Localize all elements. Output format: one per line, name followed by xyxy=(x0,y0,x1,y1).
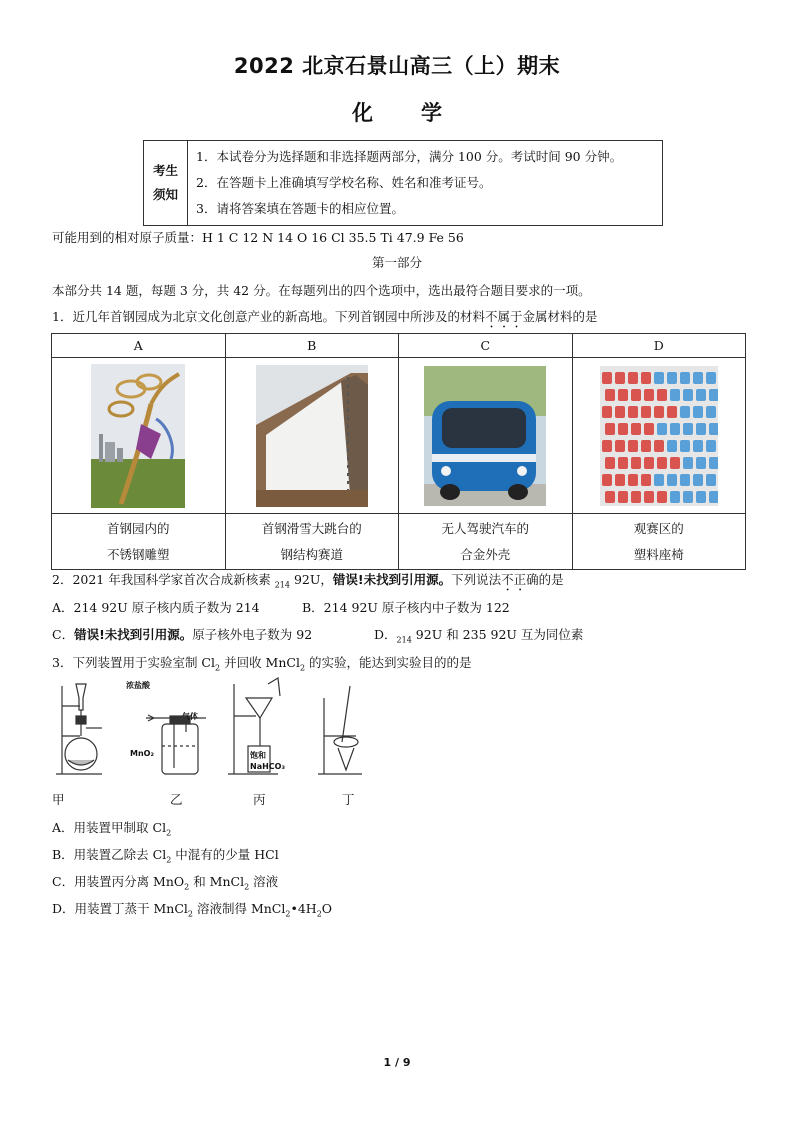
caption-line: 首钢滑雪大跳台的 xyxy=(261,520,362,536)
seat-shape xyxy=(618,491,628,503)
notice-label xyxy=(144,141,188,226)
seat-shape xyxy=(709,457,718,469)
seat-shape xyxy=(654,406,664,418)
q3-option-c-text: C．用装置丙分离 MnO xyxy=(52,874,185,889)
q2-stem-part: 92U， xyxy=(290,572,333,587)
seat-shape xyxy=(657,423,667,435)
q3-option-b: B．用装置乙除去 $Cl_2$ 中混有的少量 HCl xyxy=(52,847,279,865)
seat-shape xyxy=(605,389,615,401)
option-b-caption xyxy=(225,514,399,570)
question-1-options-table xyxy=(51,333,746,570)
notice-item: 1．本试卷分为选择题和非选择题两部分，满分 100 分。考试时间 90 分钟。 xyxy=(196,149,623,164)
seat-shape xyxy=(670,457,680,469)
q2-option-c-text: 原子核外电子数为 92 xyxy=(192,627,313,642)
q2-nuclide-mass: 214 xyxy=(274,580,290,590)
seat-shape xyxy=(667,474,677,486)
option-letter: A xyxy=(52,334,226,358)
seat-shape xyxy=(706,474,716,486)
q3-option-d-text: 溶液制得 MnCl xyxy=(193,901,286,916)
option-c-image-cell xyxy=(399,358,573,514)
q1-stem-part: 1．近几年首钢园成为北京文化创意产业的新高地。下列首钢园中所涉及的材料 xyxy=(52,309,485,324)
seat-shape xyxy=(628,474,638,486)
seat-shape xyxy=(628,440,638,452)
seat-shape xyxy=(631,457,641,469)
seat-shape xyxy=(618,423,628,435)
seat-shape xyxy=(615,440,625,452)
q2-stem-part: 确的是 xyxy=(526,572,564,587)
q1-stem-part: 金属材料的是 xyxy=(522,309,598,324)
q2-option-c-error: 错误!未找到引用源。 xyxy=(74,627,193,642)
q2-stem-part: 下列说法 xyxy=(451,572,502,587)
seat-shape xyxy=(618,457,628,469)
label-saturated: 饱和 xyxy=(250,751,266,760)
exam-notice-box xyxy=(143,140,663,226)
seat-shape xyxy=(706,440,716,452)
notice-items xyxy=(188,141,663,226)
seat-shape xyxy=(709,423,718,435)
q2-option-c-prefix: C． xyxy=(52,627,75,642)
seat-shape xyxy=(644,389,654,401)
subject-title xyxy=(0,97,794,127)
q3-option-b-text: B．用装置乙除去 Cl xyxy=(52,847,167,862)
seat-shape xyxy=(693,440,703,452)
seat-shape xyxy=(644,457,654,469)
q2-option-d-mass: 214 xyxy=(396,635,412,645)
q3-stem-part: 并回收 MnCl xyxy=(220,655,300,670)
option-letter: C xyxy=(399,334,573,358)
seat-shape xyxy=(709,389,718,401)
caption-line: 合金外壳 xyxy=(460,546,511,562)
seat-shape xyxy=(683,389,693,401)
q2-option-b: B．214 92U 原子核内中子数为 122 xyxy=(302,600,510,615)
seat-shape xyxy=(602,474,612,486)
label-nahco3: NaHCO₃ xyxy=(250,762,285,771)
seat-shape xyxy=(680,406,690,418)
seat-shape xyxy=(641,372,651,384)
seat-shape xyxy=(657,457,667,469)
caption-line: 首钢园内的 xyxy=(106,520,170,536)
caption-ding: 丁 xyxy=(342,792,355,807)
q3-option-c-text: 和 MnCl xyxy=(189,874,245,889)
q1-stem-emphasis: 不属于 xyxy=(484,309,523,324)
seat-shape xyxy=(683,423,693,435)
q2-stem-part: 2．2021 年我国科学家首次合成新核素 xyxy=(52,572,275,587)
option-a-caption xyxy=(52,514,226,570)
caption-yi: 乙 xyxy=(170,792,183,807)
seat-shape xyxy=(628,372,638,384)
q2-option-d xyxy=(374,625,583,645)
atomic-masses: 可能用到的相对原子质量：H 1 C 12 N 14 O 16 Cl 35.5 Ti 47.9 Fe 56 xyxy=(52,230,464,245)
seat-shape xyxy=(696,491,706,503)
seat-shape xyxy=(631,423,641,435)
question-3-stem: 3．下列装置用于实验室制 $Cl_2$ 并回收 MnCl$_2$ 的实验，能达到实验目的的是 xyxy=(52,655,472,673)
seat-shape xyxy=(667,406,677,418)
option-d-image-cell xyxy=(572,358,746,514)
seat-shape xyxy=(680,440,690,452)
option-d-caption xyxy=(572,514,746,570)
caption-line: 观赛区的 xyxy=(633,520,684,536)
seat-shape xyxy=(654,440,664,452)
seat-shape xyxy=(644,423,654,435)
caption-line: 不锈钢雕塑 xyxy=(106,546,170,562)
stainless-steel-sculpture-image xyxy=(91,364,185,508)
seat-shape xyxy=(693,474,703,486)
seat-shape xyxy=(605,423,615,435)
label-conc-hcl: 浓盐酸 xyxy=(126,681,150,690)
seat-shape xyxy=(706,406,716,418)
seat-shape xyxy=(641,406,651,418)
seat-shape xyxy=(615,406,625,418)
q3-option-b-text: 中混有的少量 HCl xyxy=(171,847,279,862)
seat-shape xyxy=(693,406,703,418)
seat-shape xyxy=(696,389,706,401)
seat-shape xyxy=(657,389,667,401)
caption-line: 无人驾驶汽车的 xyxy=(441,520,529,536)
seat-shape xyxy=(615,372,625,384)
option-b-image-cell xyxy=(225,358,399,514)
q3-option-a-text: A．用装置甲制取 Cl xyxy=(52,820,167,835)
seat-shape xyxy=(644,491,654,503)
caption-line: 塑料座椅 xyxy=(633,546,684,562)
seat-shape xyxy=(641,440,651,452)
seat-shape xyxy=(696,423,706,435)
option-a-image-cell xyxy=(52,358,226,514)
notice-label-line2: 须知 xyxy=(152,187,178,202)
seat-shape xyxy=(680,474,690,486)
q3-option-a: A．用装置甲制取 $Cl_2$ xyxy=(52,820,172,838)
q2-option-d-text: 92U 和 235 92U 互为同位素 xyxy=(411,627,584,642)
caption-jia: 甲 xyxy=(52,792,65,807)
notice-item: 3．请将答案填在答题卡的相应位置。 xyxy=(196,201,404,216)
page-number: 1 / 9 xyxy=(383,1056,411,1069)
label-gas: 气体 xyxy=(182,712,198,721)
q2-option-c xyxy=(52,625,312,643)
seat-shape xyxy=(709,491,718,503)
question-2-stem xyxy=(52,570,564,594)
q3-option-c: C．用装置丙分离 MnO$_2$ 和 MnCl$_2$ 溶液 xyxy=(52,874,279,892)
option-letter: B xyxy=(225,334,399,358)
seat-shape xyxy=(618,389,628,401)
apparatus-diagram xyxy=(50,676,380,780)
q3-option-d-text: D．用装置丁蒸干 MnCl xyxy=(52,901,188,916)
seat-shape xyxy=(602,440,612,452)
q3-option-d-text: O xyxy=(321,901,333,916)
seat-shape xyxy=(680,372,690,384)
q3-option-c-text: 溶液 xyxy=(249,874,279,889)
option-c-caption xyxy=(399,514,573,570)
seat-shape xyxy=(615,474,625,486)
part-heading: 第一部分 xyxy=(371,255,422,270)
seat-shape xyxy=(696,457,706,469)
seat-shape xyxy=(706,372,716,384)
label-mno2: MnO₂ xyxy=(130,749,154,758)
seat-shape xyxy=(657,491,667,503)
q2-option-d-prefix: D． xyxy=(374,627,397,642)
q3-stem-part: 的实验，能达到实验目的的是 xyxy=(305,655,472,670)
ski-jump-steel-track-image xyxy=(256,365,368,507)
q3-stem-part: 3．下列装置用于实验室制 Cl xyxy=(52,655,215,670)
q3-option-d: D．用装置丁蒸干 MnCl$_2$ 溶液制得 $MnCl_2•4H_2O$ xyxy=(52,901,333,919)
seat-shape xyxy=(631,491,641,503)
q2-option-a: A．214 92U 原子核内质子数为 214 xyxy=(52,600,260,615)
caption-line: 钢结构赛道 xyxy=(280,546,343,562)
seat-shape xyxy=(683,491,693,503)
seat-shape xyxy=(654,372,664,384)
seat-shape xyxy=(670,389,680,401)
plastic-seats-image xyxy=(600,366,718,506)
apparatus-yi xyxy=(146,715,206,774)
seat-shape xyxy=(641,474,651,486)
q3-option-d-text: •4H xyxy=(290,901,317,916)
seat-shape xyxy=(605,491,615,503)
driverless-bus-image xyxy=(424,366,546,506)
notice-label-line1: 考生 xyxy=(152,163,178,178)
subject-text: 化学 xyxy=(352,101,490,125)
apparatus-ding xyxy=(318,686,362,774)
seat-shape xyxy=(602,406,612,418)
part-instruction: 本部分共 14 题，每题 3 分，共 42 分。在每题列出的四个选项中，选出最符合题目要求的一项。 xyxy=(52,283,591,298)
seat-shape xyxy=(693,372,703,384)
seat-shape xyxy=(670,423,680,435)
seat-shape xyxy=(683,457,693,469)
q2-error-text: 错误!未找到引用源。 xyxy=(332,572,452,587)
seat-shape xyxy=(670,491,680,503)
seat-shape xyxy=(667,372,677,384)
notice-item: 2．在答题卡上准确填写学校名称、姓名和准考证号。 xyxy=(196,175,492,190)
seat-shape xyxy=(602,372,612,384)
document-title: 2022 北京石景山高三（上）期末 xyxy=(233,54,561,78)
q2-stem-emphasis: 不正 xyxy=(501,572,527,587)
seat-shape xyxy=(654,474,664,486)
seat-shape xyxy=(667,440,677,452)
caption-bing: 丙 xyxy=(253,792,266,807)
seat-shape xyxy=(631,389,641,401)
option-letter: D xyxy=(572,334,746,358)
seat-shape xyxy=(605,457,615,469)
question-1-stem xyxy=(52,307,598,331)
seat-shape xyxy=(628,406,638,418)
apparatus-jia xyxy=(56,684,102,774)
